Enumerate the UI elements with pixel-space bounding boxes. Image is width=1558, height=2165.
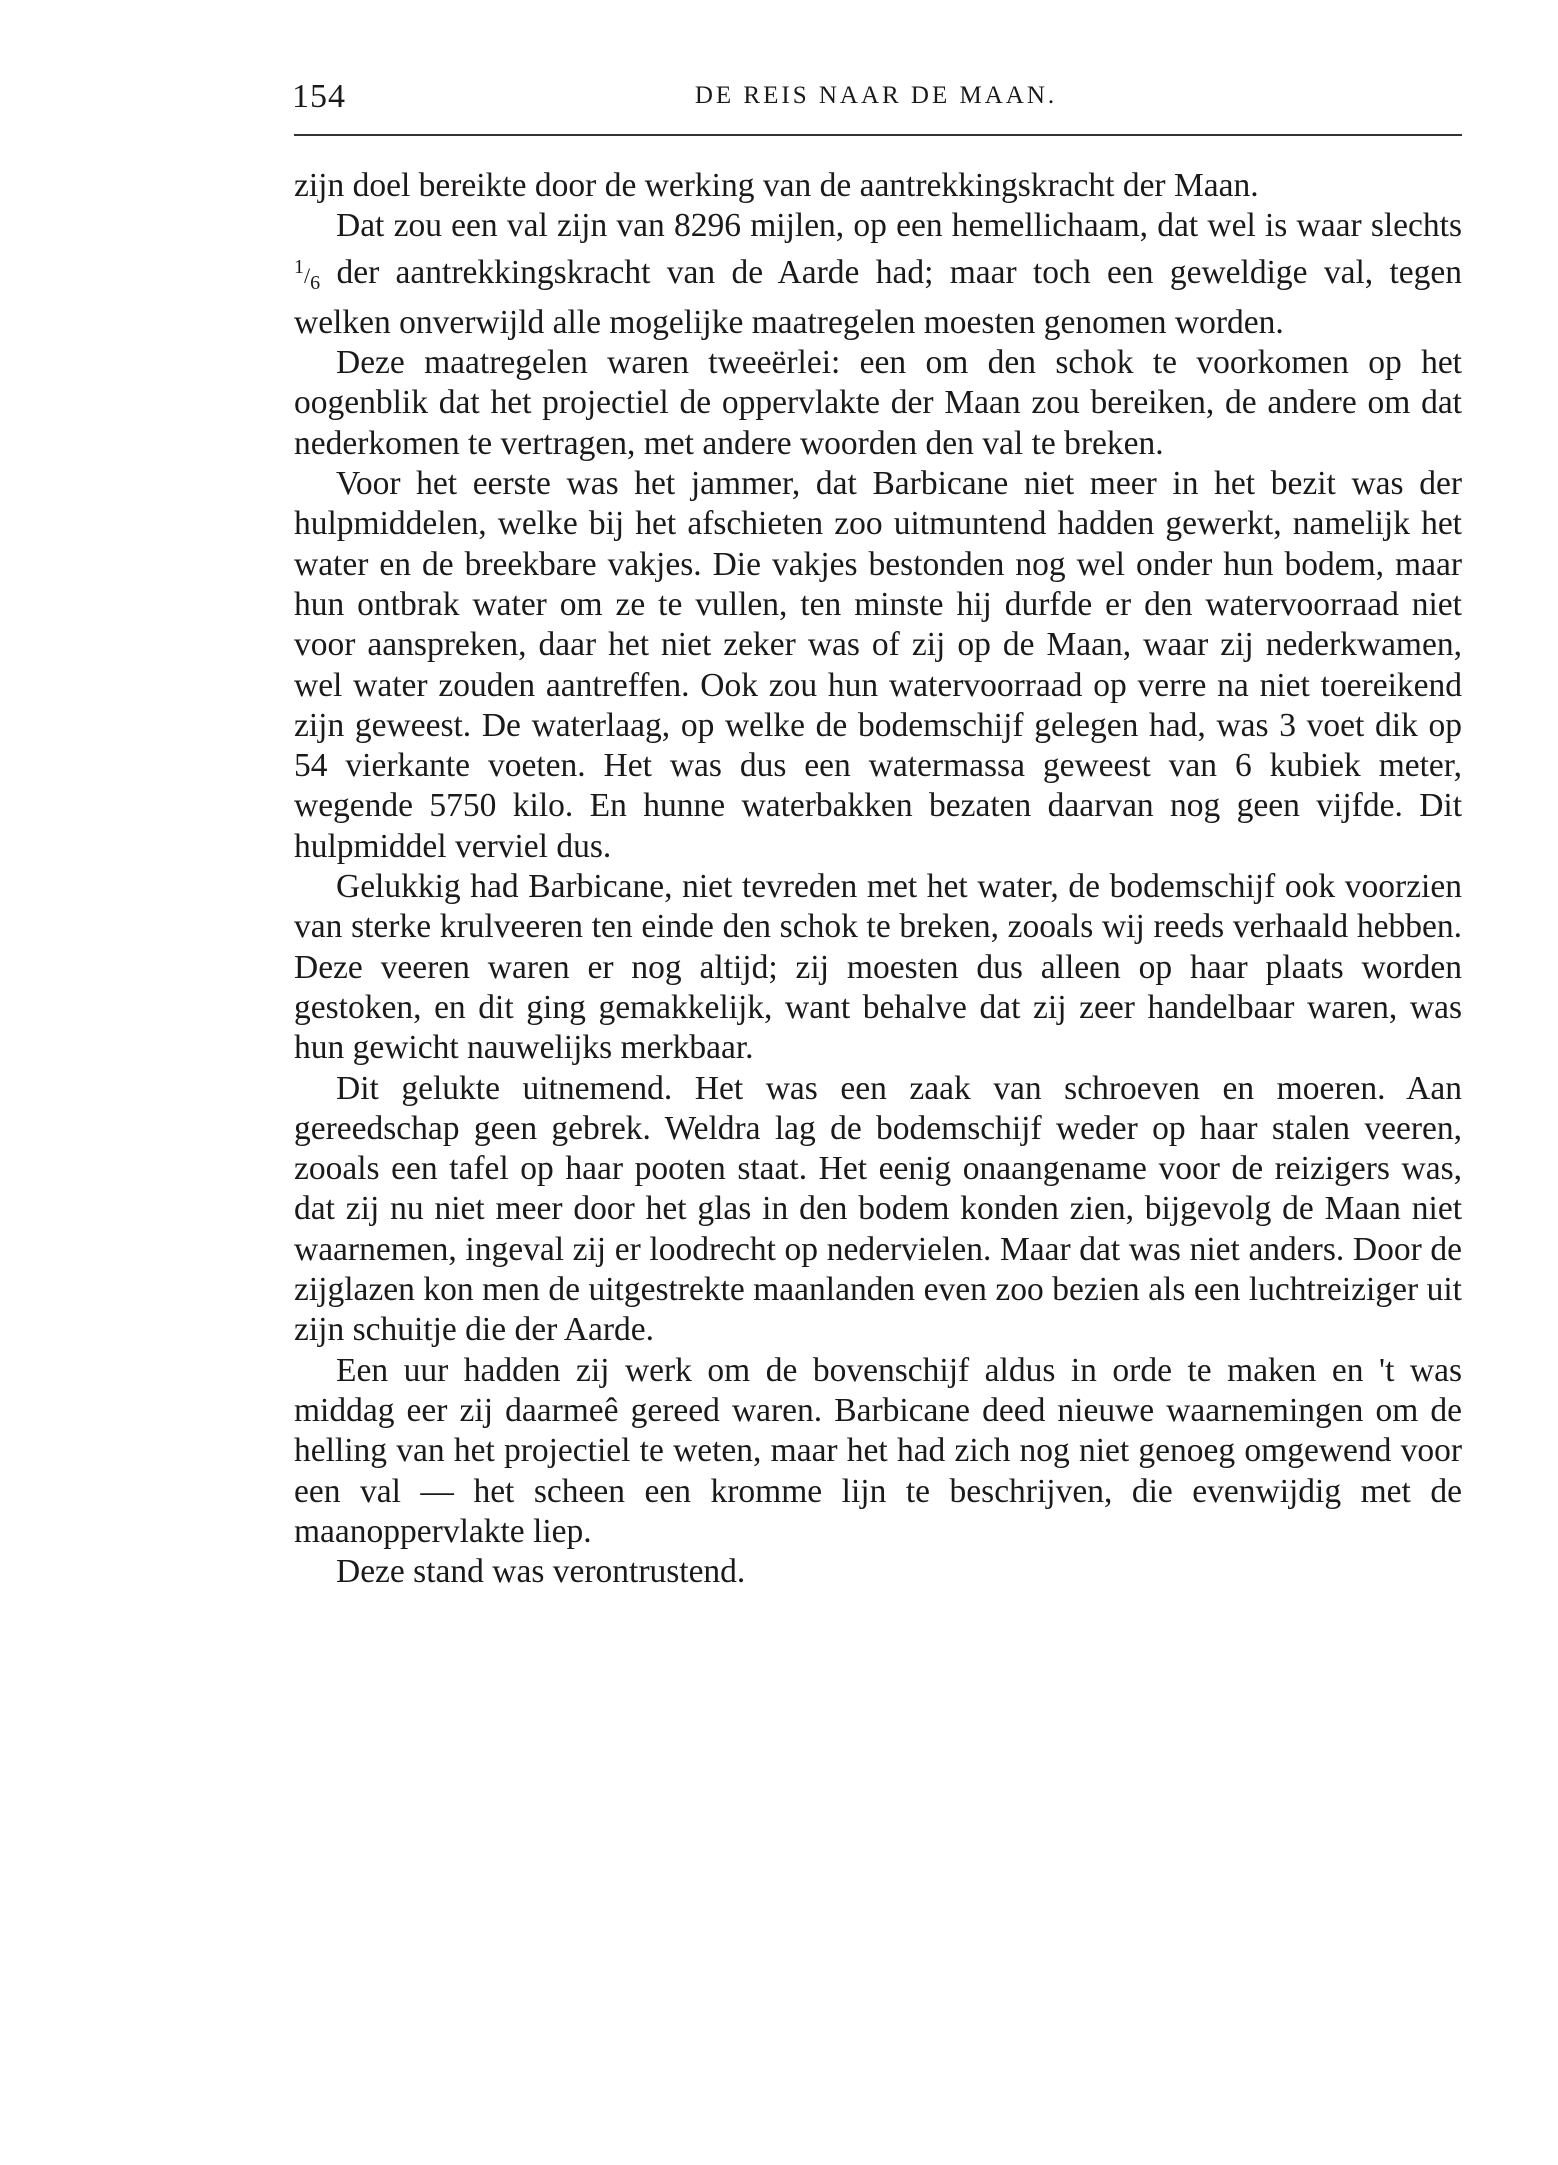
paragraph-text: der aantrekkingskracht van de Aarde had; maar toch een geweldige val, tegen welken onverwijld alle mogelijke maatregelen moesten genomen worden. (294, 253, 1462, 341)
paragraph: Deze stand was verontrustend. (336, 1553, 746, 1591)
fraction-denominator: 6 (310, 271, 321, 294)
running-title: DE REIS NAAR DE MAAN. (694, 82, 1058, 109)
body-text (294, 166, 1462, 1592)
paragraph: Gelukkig had Barbicane, niet tevreden met het water, de bodemschijf ook voorzien van sterke krulveeren ten einde den schok te breken, zooals wij reeds verhaald hebben. Deze veeren waren er nog altijd; zij moesten dus alleen op haar plaats worden gestoken, en dit ging gemakkelijk, want behalve dat zij zeer handelbaar waren, was hun gewicht nauwelijks merkbaar. (294, 868, 1462, 1067)
paragraph: zijn doel bereikte door de werking van de aantrekkingskracht der Maan. (294, 167, 1259, 204)
header-rule (294, 134, 1462, 136)
paragraph: Voor het eerste was het jammer, dat Barbicane niet meer in het bezit was der hulpmiddelen, welke bij het afschieten zoo uitmuntend hadden gewerkt, namelijk het water en de breekbare vakjes. Die vakjes bestonden nog wel onder hun bodem, maar hun ontbrak water om ze te vullen, ten minste hij durfde er den watervoorraad niet voor aanspreken, daar het niet zeker was of zij op de Maan, waar zij nederkwamen, wel water zouden aantreffen. Ook zou hun watervoorraad op verre na niet toereikend zijn geweest. De waterlaag, op welke de bodemschijf gelegen had, was 3 voet dik op 54 vierkante voeten. Het was dus een watermassa geweest van 6 kubiek meter, wegende 5750 kilo. En hunne waterbakken bezaten daarvan nog geen vijfde. Dit hulpmiddel verviel dus. (294, 465, 1462, 865)
running-head (292, 78, 1460, 126)
fraction-numerator: 1 (294, 255, 304, 278)
paragraph: Dit gelukte uitnemend. Het was een zaak van schroeven en moeren. Aan gereedschap geen gebrek. Weldra lag de bodemschijf weder op haar stalen veeren, zooals een tafel op haar pooten staat. Het eenig onaangename voor de reizigers was, dat zij nu niet meer door het glas in den bodem konden zien, bijgevolg de Maan niet waarnemen, ingeval zij er loodrecht op nedervielen. Maar dat was niet anders. Door de zijglazen kon men de uitgestrekte maanlanden even zoo bezien als een luchtreiziger uit zijn schuitje die der Aarde. (294, 1069, 1462, 1349)
page-number: 154 (292, 78, 346, 115)
fraction: $^1/_6$ (294, 255, 321, 294)
paragraph: Deze maatregelen waren tweeërlei: een om den schok te voorkomen op het oogenblik dat het projectiel de oppervlakte der Maan zou bereiken, de andere om dat nederkomen te vertragen, met andere woorden den val te breken. (294, 344, 1462, 462)
paragraph (294, 206, 1462, 343)
paragraph-text: Dat zou een val zijn van 8296 mijlen, op een hemellichaam, dat wel is waar slechts (336, 207, 1462, 245)
paragraph: Een uur hadden zij werk om de bovenschijf aldus in orde te maken en 't was middag eer zij daarmeê gereed waren. Barbicane deed nieuwe waarnemingen om de helling van het projectiel te weten, maar het had zich nog niet genoeg omgewend voor een val — het scheen een kromme lijn te beschrijven, die evenwijdig met de maanoppervlakte liep. (294, 1351, 1462, 1550)
